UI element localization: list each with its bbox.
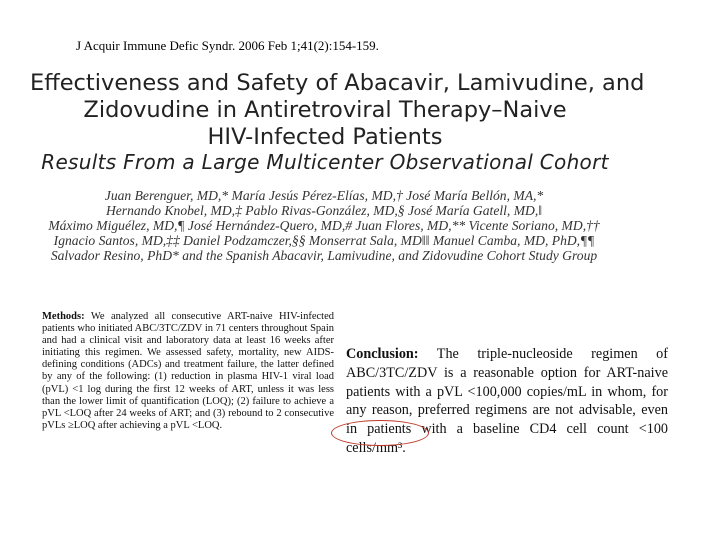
methods-abstract bbox=[42, 311, 334, 432]
author-line: Ignacio Santos, MD,‡‡ Daniel Podzamczer,§§ Monserrat Sala, MD‖‖ Manuel Camba, MD, PhD,¶¶ bbox=[53, 233, 595, 248]
methods-label: Methods: bbox=[42, 311, 85, 322]
title-line: Zidovudine in Antiretroviral Therapy–Naive bbox=[83, 97, 567, 123]
conclusion-label: Conclusion: bbox=[346, 346, 419, 362]
article-subtitle: Results From a Large Multicenter Observational Cohort bbox=[41, 150, 609, 174]
conclusion-text: The triple-nucleoside regimen of ABC/3TC/ZDV is a reasonable option for ART-naive patients with a pVL <100,000 copies/mL in whom, for any reason, preferred regimens are not advisable, even in patients with a baseline CD4 cell count bbox=[346, 346, 668, 438]
red-highlight-oval bbox=[331, 420, 429, 446]
author-line: Máximo Miguélez, MD,¶ José Hernández-Quero, MD,# Juan Flores, MD,** Vicente Soriano, MD,†† bbox=[48, 218, 600, 233]
methods-text: We analyzed all consecutive ART-naive HIV-infected patients who initiated ABC/3TC/ZDV in 71 centers throughout Spain and had a clinical visit and laboratory data at least 16 weeks after initiating this regimen. We assessed safety, mortality, new AIDS-defining conditions (ADCs) and treatment failure, the latter defined by any of the following: (1) reduction in plasma HIV-1 viral load (pVL) <1 log during the first 12 weeks of ART, unless it was less than the lower limit of quantification (LOQ); (2) failure to achieve a pVL <LOQ after 24 weeks of ART; and (3) rebound to 2 consecutive pVLs ≥LOQ after achieving a pVL <LOQ. bbox=[42, 311, 334, 431]
author-line: Hernando Knobel, MD,‡ Pablo Rivas-González, MD,§ José María Gatell, MD,‖ bbox=[105, 203, 543, 218]
conclusion-highlighted-value: <100 cells/mm³. bbox=[346, 421, 669, 456]
author-line: Juan Berenguer, MD,* María Jesús Pérez-Elías, MD,† José María Bellón, MA,* bbox=[104, 188, 544, 203]
journal-citation: J Acquir Immune Defic Syndr. 2006 Feb 1;41(2):154-159. bbox=[76, 38, 379, 53]
title-line: HIV-Infected Patients bbox=[207, 124, 443, 150]
article-title bbox=[30, 70, 645, 151]
author-list bbox=[34, 188, 614, 263]
author-line: Salvador Resino, PhD* and the Spanish Abacavir, Lamivudine, and Zidovudine Cohort Study Group bbox=[50, 248, 598, 263]
title-line: Effectiveness and Safety of Abacavir, Lamivudine, and bbox=[30, 70, 645, 96]
